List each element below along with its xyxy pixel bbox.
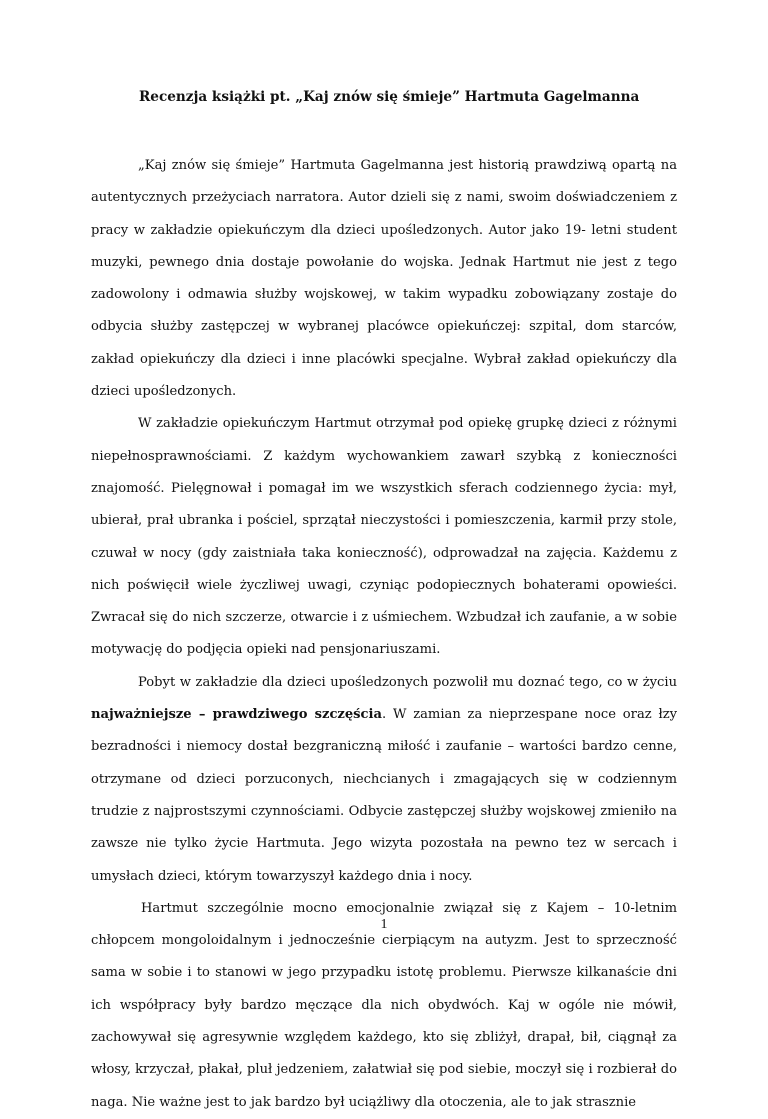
- document-body: [91, 150, 677, 1119]
- paragraph-4: Hartmut szczególnie mocno emocjonalnie związał się z Kajem – 10-letnim chłopcem mongoloidalnym i jednocześnie cierpiącym na autyzm. Jest to sprzeczność sama w sobie i to stanowi w jego przypadku istotę problemu. Pierwsze kilkanaście dni ich współpracy były bardzo męczące dla nich obydwóch. Kaj w ogóle nie mówił, zachowywał się agresywnie względem każdego, kto się zbliżył, drapał, bił, ciągnął za włosy, krzyczał, płakał, pluł jedzeniem, załatwiał się pod siebie, moczył się i rozbierał do naga. Nie ważne jest to jak bardzo był uciążliwy dla otoczenia, ale to jak strasznie: [91, 900, 677, 1110]
- paragraph-2: W zakładzie opiekuńczym Hartmut otrzymał pod opiekę grupkę dzieci z różnymi niepełnosprawnościami. Z każdym wychowankiem zawarł szybką z konieczności znajomość. Pielęgnował i pomagał im we wszystkich sferach codziennego życia: mył, ubierał, prał ubranka i pościel, sprzątał nieczystości i pomieszczenia, karmił przy stole, czuwał w nocy (gdy zaistniała taka konieczność), odprowadzał na zajęcia. Każdemu z nich poświęcił wiele życzliwej uwagi, czyniąc podopiecznych bohaterami opowieści. Zwracał się do nich szczerze, otwarcie i z uśmiechem. Wzbudzał ich zaufanie, a w sobie motywację do podjęcia opieki nad pensjonariuszami.: [91, 416, 677, 658]
- paragraph-3-start: Pobyt w zakładzie dla dzieci upośledzonych pozwolił mu doznać tego, co w życiu: [138, 674, 677, 690]
- paragraph-3: [91, 667, 677, 893]
- paragraph-3-emphasis: najważniejsze – prawdziwego szczęścia: [91, 707, 382, 723]
- paragraph-3-end: . W zamian za nieprzespane noce oraz łzy bezradności i niemocy dostał bezgraniczną miłość i zaufanie – wartości bardzo cenne, otrzymane od dzieci porzuconych, niechcianych i zmagających się w codziennym trudzie z najprostszymi czynnościami. Odbycie zastępczej służby wojskowej zmieniło na zawsze nie tylko życie Hartmuta. Jego wizyta pozostała na pewno tez w sercach i umysłach dzieci, którym towarzyszył każdego dnia i nocy.: [91, 707, 677, 884]
- page-number: 1: [380, 917, 388, 932]
- paragraph-1: „Kaj znów się śmieje” Hartmuta Gagelmanna jest historią prawdziwą opartą na autentycznych przeżyciach narratora. Autor dzieli się z nami, swoim doświadczeniem z pracy w zakładzie opiekuńczym dla dzieci upośledzonych. Autor jako 19- letni student muzyki, pewnego dnia dostaje powołanie do wojska. Jednak Hartmut nie jest z tego zadowolony i odmawia służby wojskowej, w takim wypadku zobowiązany zostaje do odbycia służby zastępczej w wybranej placówce opiekuńczej: szpital, dom starców, zakład opiekuńczy dla dzieci i inne placówki specjalne. Wybrał zakład opiekuńczy dla dzieci upośledzonych.: [91, 158, 677, 400]
- document-title: Recenzja książki pt. „Kaj znów się śmieje” Hartmuta Gagelmanna: [139, 89, 640, 105]
